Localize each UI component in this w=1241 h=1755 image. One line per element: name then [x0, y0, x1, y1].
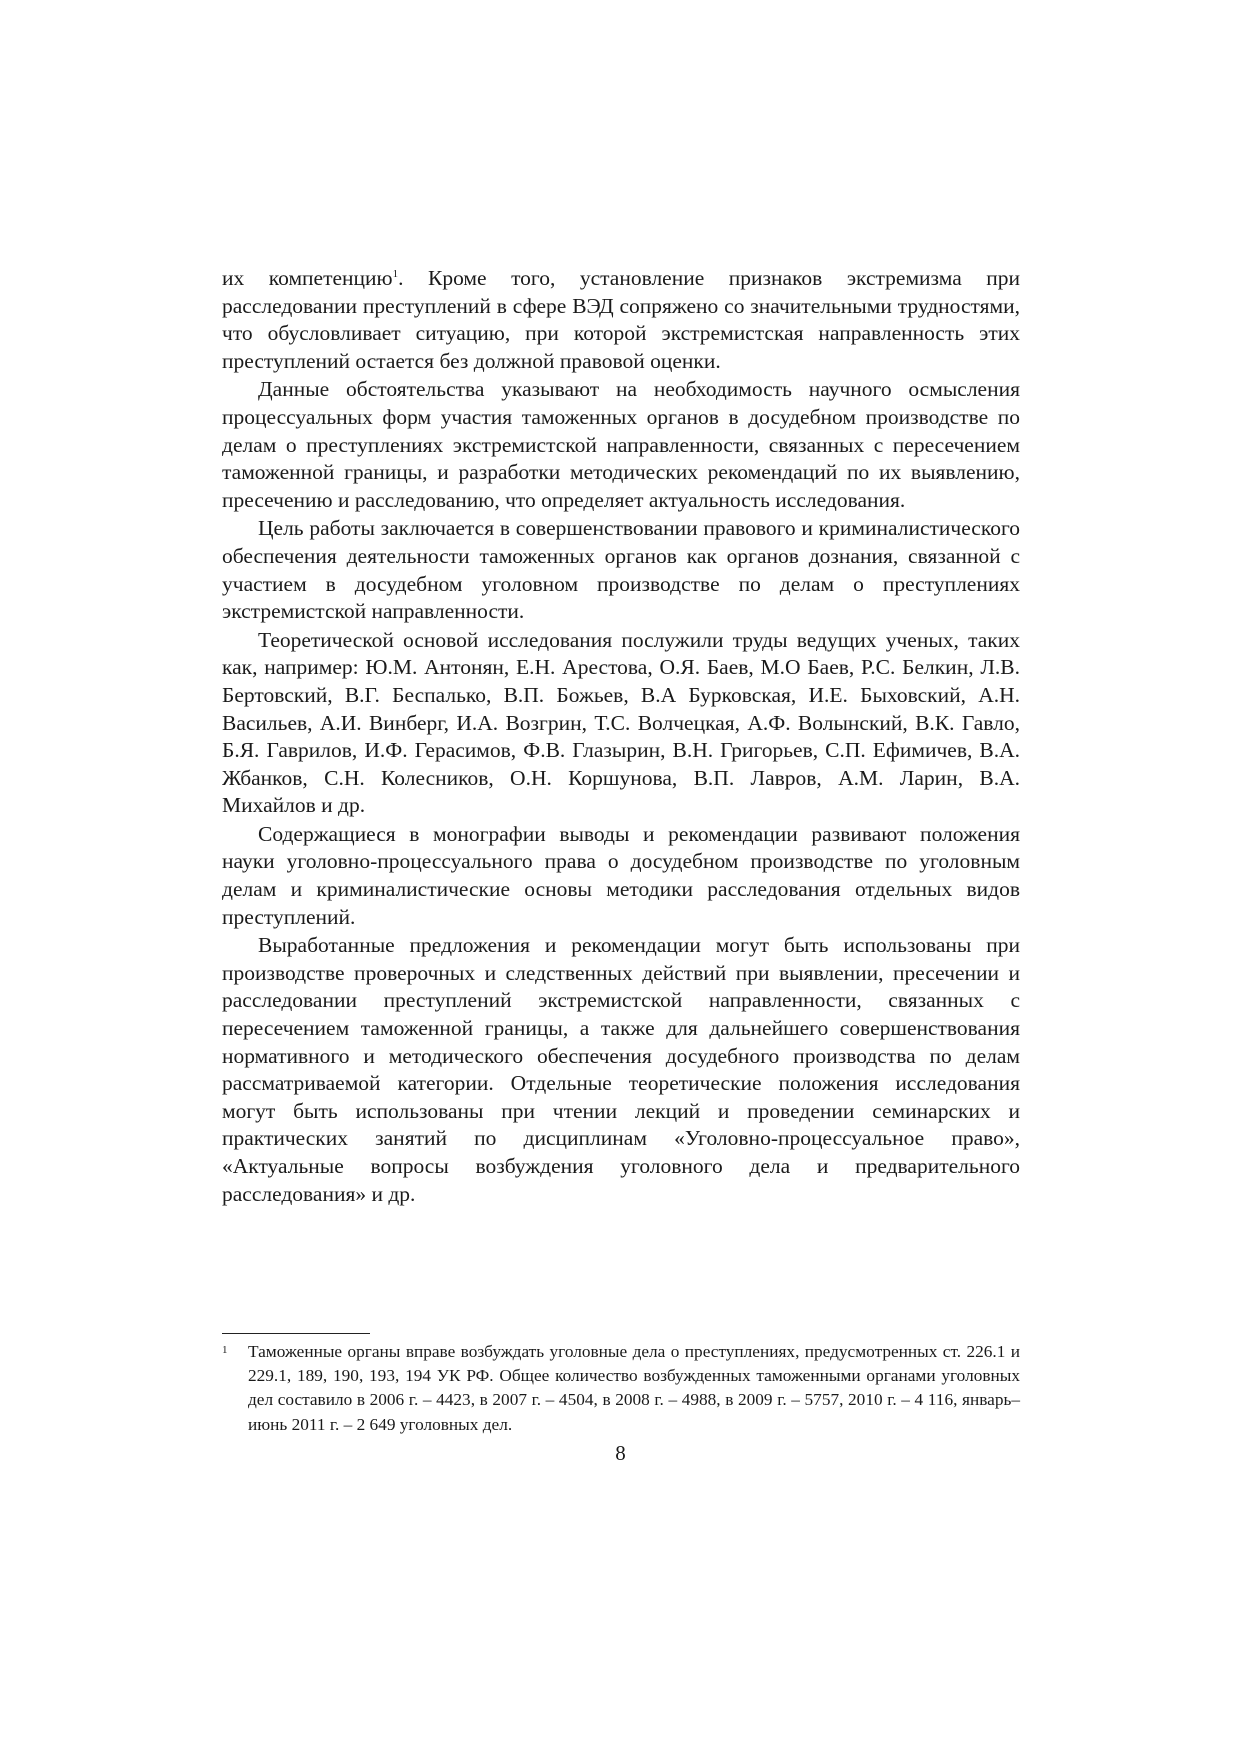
footnote: [222, 1340, 1020, 1437]
paragraph-1-rest: . Кроме того, установление признаков экстремизма при расследовании преступлений в сфере ВЭД сопряжено со значительными трудностями, что обусловливает ситуацию, при которой экстремистская направленность этих преступлений остается без должной правовой оценки.: [222, 266, 1021, 373]
body-text: [222, 265, 1020, 1208]
paragraph-2: Данные обстоятельства указывают на необходимость научного осмысления процессуальных форм участия таможенных органов в досудебном производстве по делам о преступлениях экстремистской направленности, связанных с пересечением таможенной границы, и разработки методических рекомендаций по их выявлению, пресечению и расследованию, что определяет актуальность исследования.: [222, 377, 1020, 512]
paragraph-4: Теоретической основой исследования послужили труды ведущих ученых, таких как, например: Ю.М. Антонян, Е.Н. Арестова, О.Я. Баев, М.О Баев, Р.С. Белкин, Л.В. Бертовский, В.Г. Беспалько, В.П. Божьев, В.А Бурковская, И.Е. Быховский, А.Н. Васильев, А.И. Винберг, И.А. Возгрин, Т.С. Волчецкая, А.Ф. Волынский, В.К. Гавло, Б.Я. Гаврилов, И.Ф. Герасимов, Ф.В. Глазырин, В.Н. Григорьев, С.П. Ефимичев, В.А. Жбанков, С.Н. Колесников, О.Н. Коршунова, В.П. Лавров, А.М. Ларин, В.А. Михайлов и др.: [222, 627, 1020, 818]
paragraph-3: Цель работы заключается в совершенствовании правового и криминалистического обеспечения деятельности таможенных органов как органов дознания, связанной с участием в досудебном уголовном производстве по делам о преступлениях экстремистской направленности.: [222, 516, 1020, 624]
page-number: 8: [615, 1441, 626, 1465]
footnote-text: Таможенные органы вправе возбуждать уголовные дела о преступлениях, предусмотренных ст. 226.1 и 229.1, 189, 190, 193, 194 УК РФ. Общее количество возбужденных таможенными органами уголовных дел составило в 2006 г. – 4423, в 2007 г. – 4504, в 2008 г. – 4988, в 2009 г. – 5757, 2010 г. – 4 116, январь–июнь 2011 г. – 2 649 уголовных дел.: [248, 1342, 1020, 1434]
paragraph-5: Содержащиеся в монографии выводы и рекомендации развивают положения науки уголовно-процессуального права о досудебном производстве по уголовным делам и криминалистические основы методики расследования отдельных видов преступлений.: [222, 821, 1020, 929]
paragraph-1-start: их компетенцию: [222, 266, 393, 290]
footnote-mark: 1: [222, 1344, 228, 1356]
paragraph-6: Выработанные предложения и рекомендации могут быть использованы при производстве проверочных и следственных действий при выявлении, пресечении и расследовании преступлений экстремистской направленности, связанных с пересечением таможенной границы, а также для дальнейшего совершенствования нормативного и методического обеспечения досудебного производства по делам рассматриваемой категории. Отдельные теоретические положения исследования могут быть использованы при чтении лекций и проведении семинарских и практических занятий по дисциплинам «Уголовно-процессуальное право», «Актуальные вопросы возбуждения уголовного дела и предварительного расследования» и др.: [222, 933, 1020, 1206]
footnote-reference[interactable]: 1: [392, 267, 399, 280]
footnote-divider: [222, 1333, 370, 1334]
paragraph-1: [222, 265, 1020, 375]
